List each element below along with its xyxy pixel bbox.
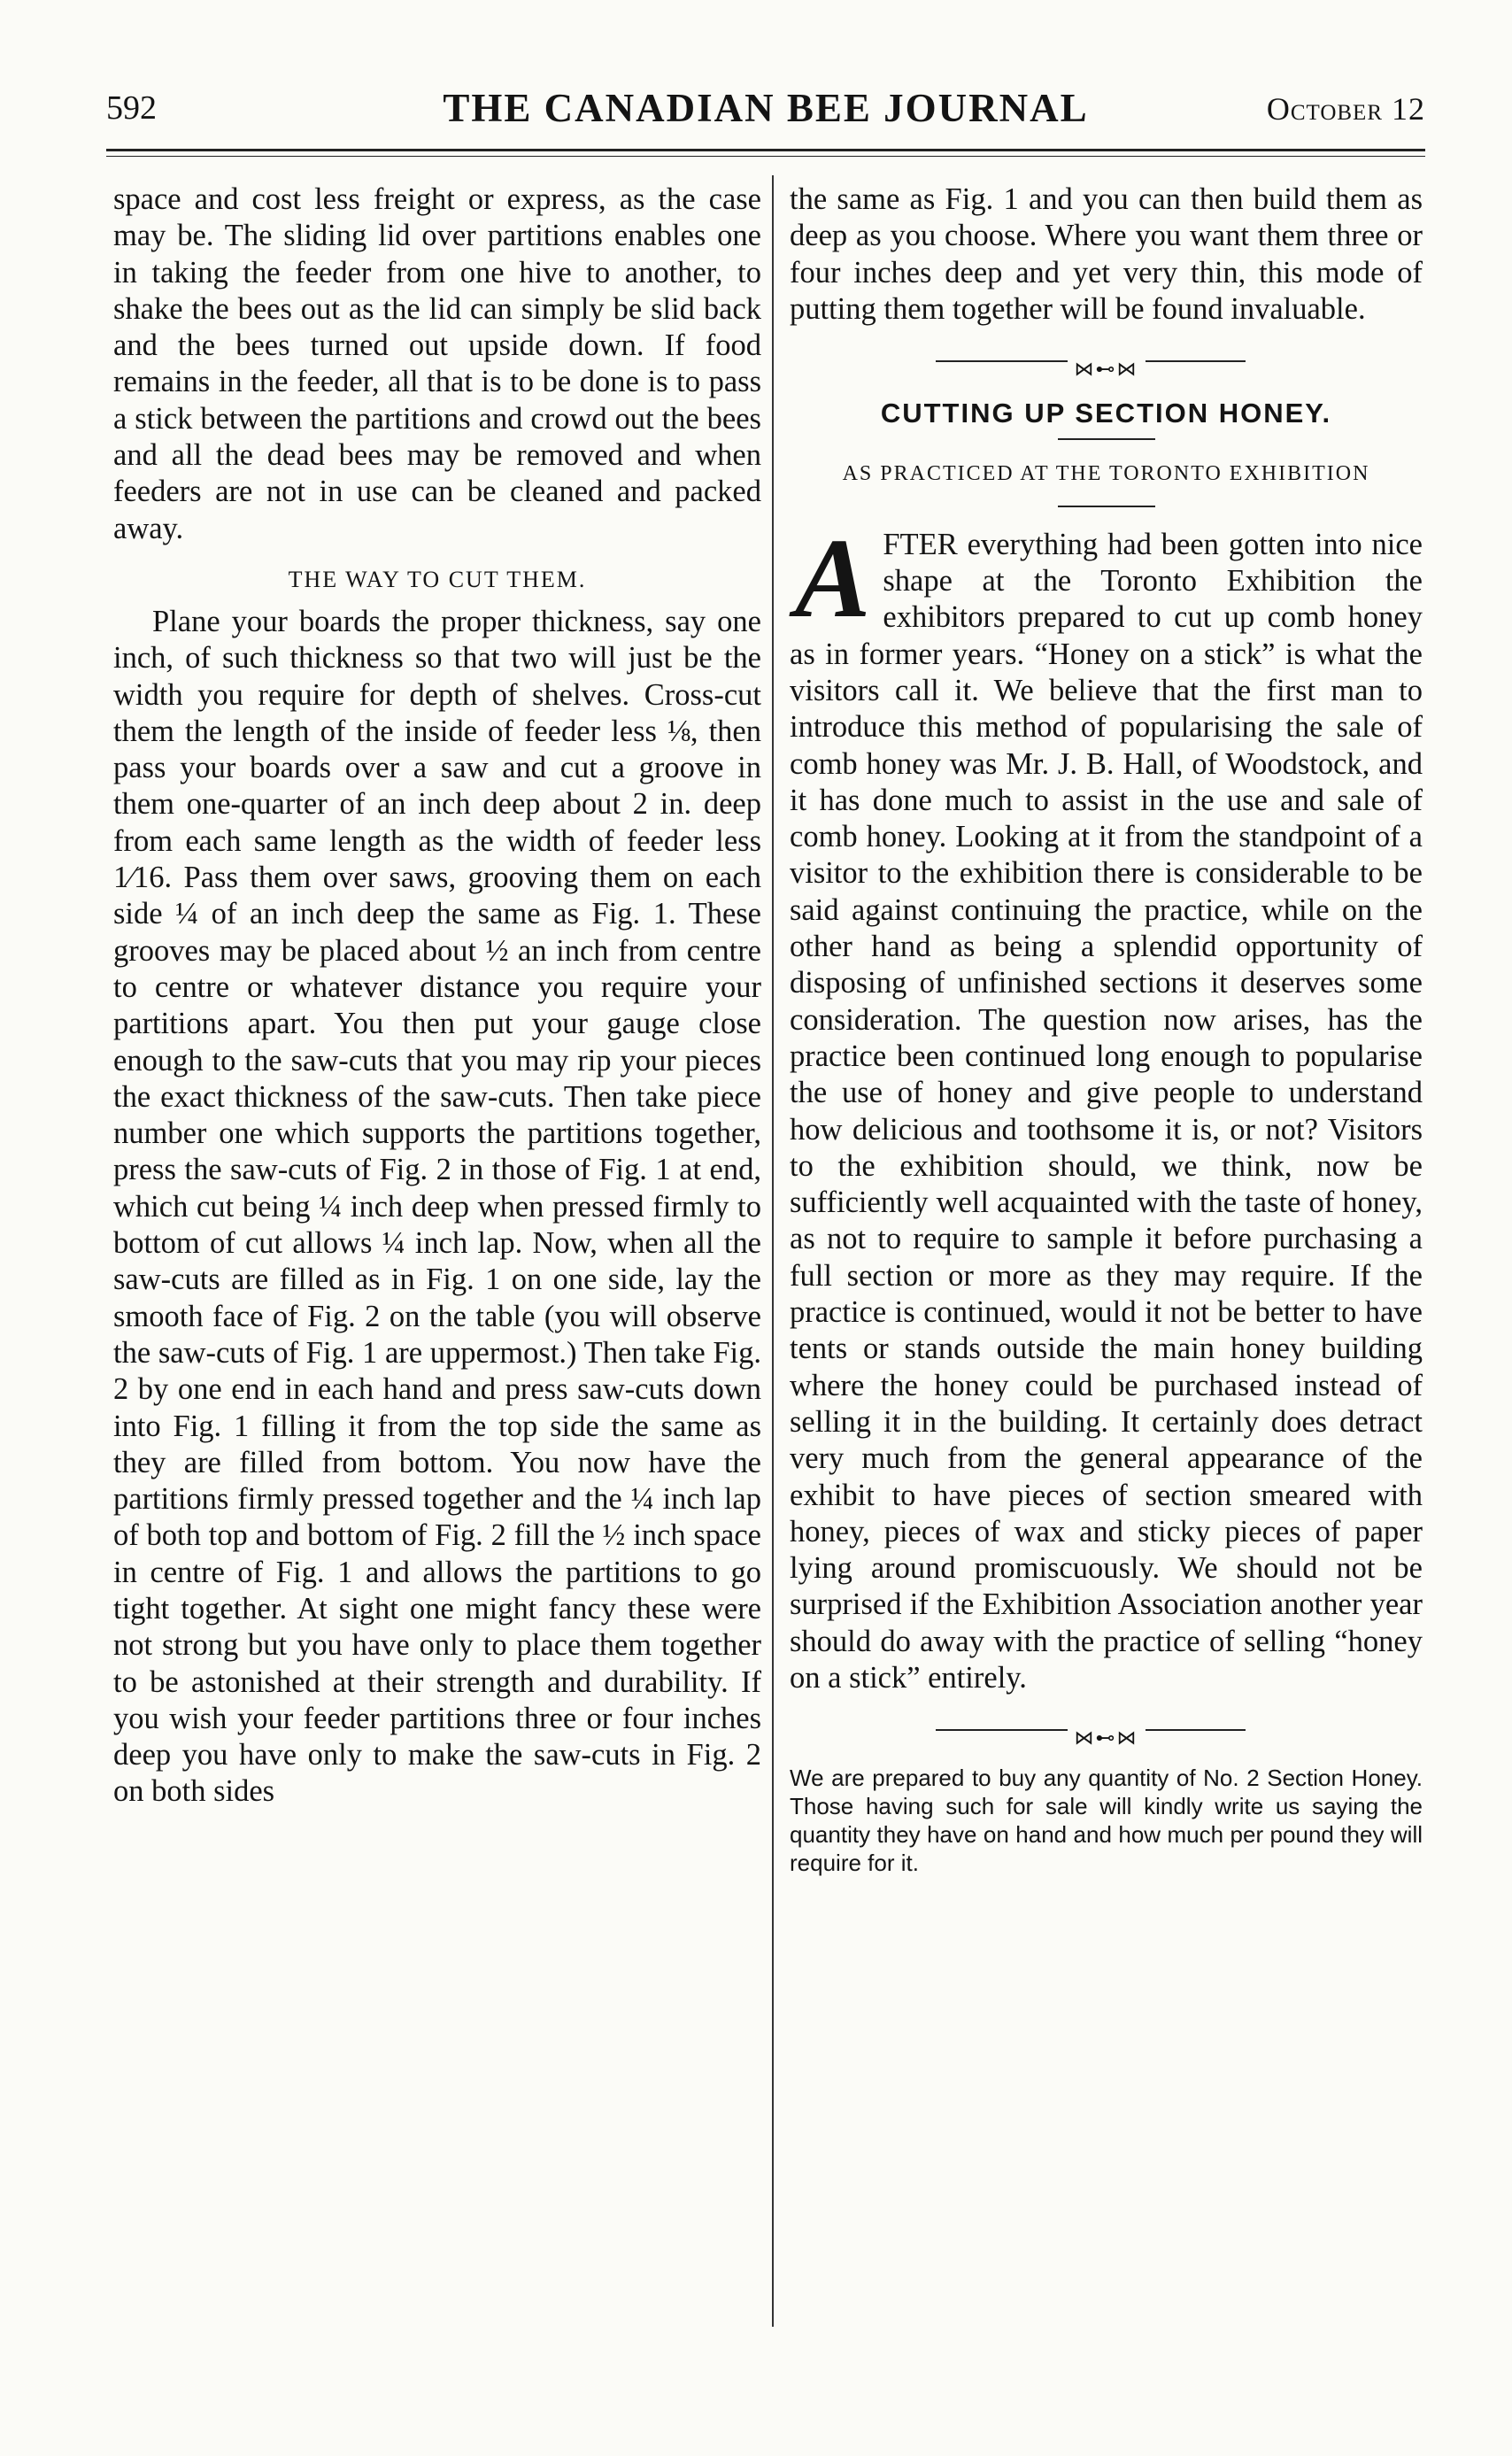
header-rule-thick [106,149,1425,151]
subtitle-rule [1058,506,1155,507]
ornament-glyph: ⋈⊷⋈ [1068,358,1146,380]
article-text: FTER everything had been gotten into nice shape at the Toronto Exhibition the exhibitors prepared to cut up comb honey as in former years. “Honey on a stick” is what the visitors call it. We believe that the first man to introduce this method of popularising the sale of comb honey was Mr. J. B. Hall, of Woodstock, and it has done much to assist in the use and sale of comb honey. Looking at it from the standpoint of a visitor to the exhibition there is considerable to be said against continuing the practice, while on the other hand as being a splendid opportunity of disposing of unfinished sections it deserves some consideration. The question now arises, has the practice been continued long enough to popularise the use of honey and give people to understand how delicious and toothsome it is, or not? Visitors to the exhibition should, we think, now be sufficiently well acquainted with the taste of honey, as not to require to sample it before purchasing a full section or more as they may require. If the practice is continued, would it not be better to have tents or stands outside the main honey building where the honey could be purchased instead of selling it in the building. It certainly does detract very much from the general appearance of the exhibit to have pieces of section smeared with honey, pieces of wax and sticky pieces of paper lying around promiscuously. We should not be surprised if the Exhibition Association another year should do away with the practice of selling “honey on a stick” entirely. [790,527,1423,1695]
page-number: 592 [106,89,157,127]
section-subtitle: AS PRACTICED AT THE TORONTO EXHIBITION [842,462,1370,486]
title-rule [1058,438,1155,440]
left-column [113,181,761,1811]
journal-title: THE CANADIAN BEE JOURNAL [443,86,1089,130]
issue-date: October 12 [1266,91,1425,127]
ornament-glyph-2: ⋈⊷⋈ [1068,1726,1146,1749]
purchase-notice: We are prepared to buy any quantity of No. 2 Section Honey. Those having such for sale will kindly write us saying the quantity they have on hand and how much per pound they will require for it. [790,1765,1423,1877]
header-rule-thin [106,156,1425,157]
subheading: THE WAY TO CUT THEM. [288,566,587,592]
article-paragraph [790,514,1423,1697]
right-column [790,181,1423,1877]
page-header [106,86,1425,142]
body-paragraph: Plane your boards the proper thickness, say one inch, of such thickness so that two will just be the width you require for depth of shelves. Cross-cut them the length of the inside of feeder less ⅛, then pass your boards over a saw and cut a groove in them one-quarter of an inch deep about 2 in. deep from each same length as the width of feeder less 1⁄16. Pass them over saws, grooving them on each side ¼ of an inch deep the same as Fig. 1. These grooves may be placed about ½ an inch from centre to centre or whatever distance you require your partitions apart. You then put your gauge close enough to the saw-cuts that you may rip your pieces the exact thickness of the saw-cuts. Then take piece number one which supports the partitions together, press the saw-cuts of Fig. 2 in those of Fig. 1 at end, which cut being ¼ inch deep when pressed firmly to bottom of cut allows ¼ inch lap. Now, when all the saw-cuts are filled as in Fig. 1 on one side, lay the smooth face of Fig. 2 on the table (you will observe the saw-cuts of Fig. 1 are uppermost.) Then take Fig. 2 by one end in each hand and press saw-cuts down into Fig. 1 filling it from the top side the same as they are filled from bottom. You now have the partitions firmly pressed together and the ¼ inch lap of both top and bottom of Fig. 2 fill the ½ inch space in centre of Fig. 1 and allows the partitions to go tight together. At sight one might fancy these were not strong but you have only to place them together to be astonished at their strength and durability. If you wish your feeder partitions three or four inches deep you have only to make the saw-cuts in Fig. 2 on both sides [113,604,761,1809]
intro-paragraph: space and cost less freight or express, as the case may be. The sliding lid over partitions enables one in taking the feeder from one hive to another, to shake the bees out as the lid can simply be slid back and the bees turned out upside down. If food remains in the feeder, all that is to be done is to pass a stick between the partitions and crowd out the bees and all the dead bees may be removed and when feeders are not in use can be cleaned and packed away. [113,182,761,545]
column-divider [772,175,774,2327]
drop-cap: A [795,514,871,641]
ornament-divider-2 [790,1719,1423,1749]
ornament-divider [790,351,1423,381]
section-title: CUTTING UP SECTION HONEY. [880,398,1332,429]
continuation-paragraph: the same as Fig. 1 and you can then build them as deep as you choose. Where you want them three or four inches deep and yet very thin, this mode of putting them together will be found invaluable. [790,182,1423,326]
